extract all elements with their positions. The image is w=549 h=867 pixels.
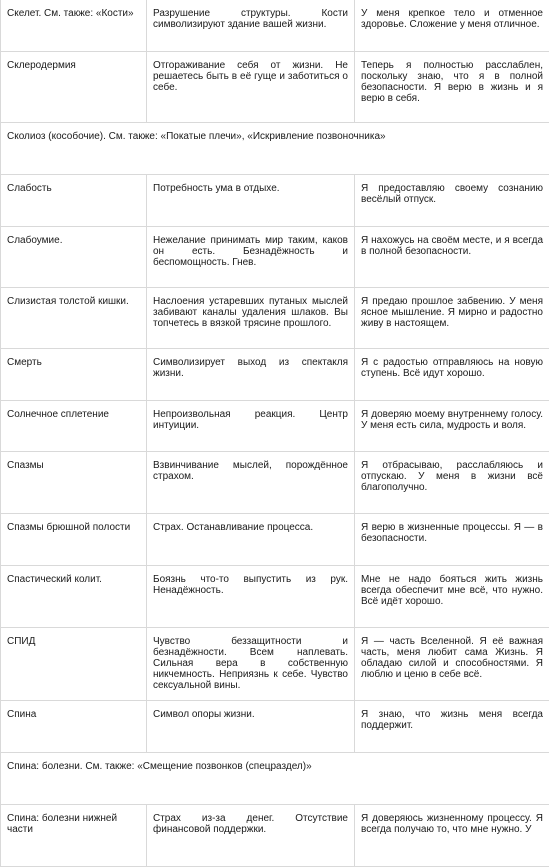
table-row — [1, 175, 549, 227]
cell-affirmation: Теперь я полностью расслаблен, поскольку знаю, что я в полной безопасности. Я верю в жизнь и я верю в себя. — [355, 52, 549, 123]
cell-cause: Страх. Останавливание процесса. — [147, 514, 355, 566]
table-row — [1, 452, 549, 514]
cell-cause: Боязнь что-то выпустить из рук. Ненадёжность. — [147, 566, 355, 628]
cell-cause: Потребность ума в отдыхе. — [147, 175, 355, 227]
cell-affirmation: Я — часть Вселенной. Я её важная часть, меня любит сама Жизнь. Я обладаю силой и способностями. Я люблю и ценю в себе всё. — [355, 628, 549, 701]
cell-condition: Спастический колит. — [1, 566, 147, 628]
cell-cause: Непроизвольная реакция. Центр интуиции. — [147, 401, 355, 452]
cell-span: Сколиоз (кособочие). См. также: «Покатые плечи», «Искривление позвоночника» — [1, 123, 549, 175]
cell-condition: Спина — [1, 701, 147, 753]
table-row — [1, 288, 549, 349]
table-row — [1, 52, 549, 123]
table-row — [1, 628, 549, 701]
cell-affirmation: Я предаю прошлое забвению. У меня ясное мышление. Я мирно и радостно живу в настоящем. — [355, 288, 549, 349]
table-row-span — [1, 753, 549, 805]
cell-cause: Нежелание принимать мир таким, каков он есть. Безнадёжность и беспомощность. Гнев. — [147, 227, 355, 288]
cell-cause: Чувство беззащитности и безнадёжности. Всем наплевать. Сильная вера в собственную никчемность. Неприязнь к себе. Чувство сексуальной вины. — [147, 628, 355, 701]
cell-condition: Смерть — [1, 349, 147, 401]
cell-cause: Страх из-за денег. Отсутствие финансовой поддержки. — [147, 805, 355, 867]
cell-condition: Спазмы брюшной полости — [1, 514, 147, 566]
cell-affirmation: Мне не надо бояться жить жизнь всегда обеспечит мне всё, что нужно. Всё идёт хорошо. — [355, 566, 549, 628]
cell-condition: Спазмы — [1, 452, 147, 514]
cell-affirmation: Я нахожусь на своём месте, и я всегда в полной безопасности. — [355, 227, 549, 288]
cell-condition: Склеродермия — [1, 52, 147, 123]
table-row — [1, 227, 549, 288]
cell-span: Спина: болезни. См. также: «Смещение позвонков (спецраздел)» — [1, 753, 549, 805]
cell-condition: Скелет. См. также: «Кости» — [1, 0, 147, 52]
cell-affirmation: У меня крепкое тело и отменное здоровье. Сложение у меня отличное. — [355, 0, 549, 52]
cell-condition: Солнечное сплетение — [1, 401, 147, 452]
cell-condition: Слизистая толстой кишки. — [1, 288, 147, 349]
cell-affirmation: Я верю в жизненные процессы. Я — в безопасности. — [355, 514, 549, 566]
table-row — [1, 514, 549, 566]
table-row-span — [1, 123, 549, 175]
cell-cause: Наслоения устаревших путаных мыслей забивают каналы удаления шлаков. Вы топчетесь в вязкой трясине прошлого. — [147, 288, 355, 349]
table-row — [1, 401, 549, 452]
table-row — [1, 349, 549, 401]
cell-affirmation: Я доверяю моему внутреннему голосу. У меня есть сила, мудрость и воля. — [355, 401, 549, 452]
cell-affirmation: Я с радостью отправляюсь на новую ступень. Всё идут хорошо. — [355, 349, 549, 401]
table-row — [1, 0, 549, 52]
cell-cause: Взвинчивание мыслей, порождённое страхом. — [147, 452, 355, 514]
cell-cause: Символизирует выход из спектакля жизни. — [147, 349, 355, 401]
table-row — [1, 701, 549, 753]
cell-affirmation: Я доверяюсь жизненному процессу. Я всегда получаю то, что мне нужно. У — [355, 805, 549, 867]
cell-cause: Разрушение структуры. Кости символизируют здание вашей жизни. — [147, 0, 355, 52]
cell-affirmation: Я предоставляю своему сознанию весёлый отпуск. — [355, 175, 549, 227]
cell-condition: Слабоумие. — [1, 227, 147, 288]
cell-affirmation: Я отбрасываю, расслабляюсь и отпускаю. У меня в жизни всё благополучно. — [355, 452, 549, 514]
table-row — [1, 566, 549, 628]
cell-condition: Слабость — [1, 175, 147, 227]
cell-condition: СПИД — [1, 628, 147, 701]
cell-affirmation: Я знаю, что жизнь меня всегда поддержит. — [355, 701, 549, 753]
table-row — [1, 805, 549, 867]
cell-condition: Спина: болезни нижней части — [1, 805, 147, 867]
cell-cause: Отгораживание себя от жизни. Не решаетесь быть в её гуще и заботиться о себе. — [147, 52, 355, 123]
cell-cause: Символ опоры жизни. — [147, 701, 355, 753]
